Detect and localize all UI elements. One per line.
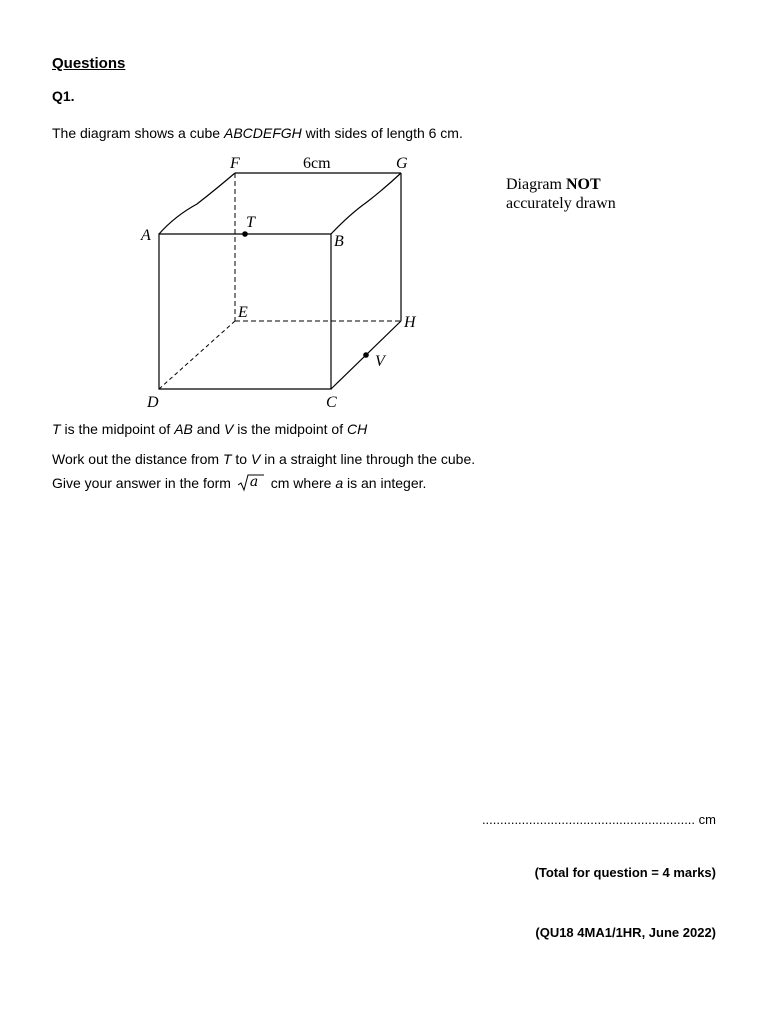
- answer-unit: cm: [695, 812, 716, 827]
- point-v-dot: [363, 352, 369, 358]
- form-a: a: [335, 475, 344, 491]
- intro-text-start: The diagram shows a cube: [52, 125, 224, 141]
- vertex-label-b: B: [334, 233, 344, 250]
- form-text-3: is an integer.: [343, 475, 427, 491]
- total-marks: (Total for question = 4 marks): [534, 865, 716, 880]
- point-label-v: V: [375, 353, 385, 370]
- questions-heading: Questions: [52, 55, 126, 72]
- diagram-not-accurate-note: [506, 175, 616, 213]
- note-line-1-start: Diagram: [506, 176, 566, 193]
- task-t: T: [222, 451, 232, 467]
- task-text-3: in a straight line through the cube.: [260, 451, 476, 467]
- vertex-label-a: A: [141, 227, 151, 244]
- vertex-label-d: D: [147, 394, 159, 411]
- square-root-variable: a: [249, 474, 259, 490]
- midpoint-v: V: [224, 421, 234, 437]
- midpoint-ab: AB: [174, 421, 193, 437]
- intro-text-end: with sides of length 6 cm.: [301, 125, 463, 141]
- vertex-label-c: C: [326, 394, 337, 411]
- question-reference: (QU18 4MA1/1HR, June 2022): [535, 925, 716, 940]
- hidden-edge-de: [159, 321, 235, 389]
- vertex-label-g: G: [396, 155, 408, 172]
- midpoint-text-3: is the midpoint of: [233, 421, 347, 437]
- answer-dots: ...........................................................: [481, 812, 696, 827]
- point-label-t: T: [246, 214, 255, 231]
- note-emphasis: NOT: [565, 176, 601, 193]
- answer-form-instruction: [52, 474, 426, 492]
- edge-length-label: 6cm: [303, 155, 331, 172]
- edge-af: [159, 173, 235, 234]
- point-t-dot: [242, 231, 248, 237]
- note-line-2: accurately drawn: [506, 195, 616, 212]
- midpoint-statement: [52, 421, 367, 437]
- cube-name: ABCDEFGH: [223, 125, 302, 141]
- task-statement: [52, 451, 475, 467]
- midpoint-text-2: and: [192, 421, 225, 437]
- answer-line: [482, 812, 716, 827]
- question-number: Q1.: [52, 88, 75, 104]
- form-text-2: cm where: [266, 475, 336, 491]
- task-v: V: [250, 451, 261, 467]
- vertex-label-h: H: [404, 314, 416, 331]
- edge-bg: [331, 173, 401, 234]
- midpoint-ch: CH: [346, 421, 368, 437]
- form-text-1: Give your answer in the form: [52, 475, 235, 491]
- square-root-expression: [238, 474, 264, 492]
- task-text-1: Work out the distance from: [52, 451, 223, 467]
- midpoint-text-1: is the midpoint of: [60, 421, 175, 437]
- midpoint-t: T: [52, 421, 61, 437]
- vertex-label-f: F: [230, 155, 240, 172]
- task-text-2: to: [231, 451, 251, 467]
- note-line-1: [506, 175, 616, 194]
- vertex-label-e: E: [238, 304, 248, 321]
